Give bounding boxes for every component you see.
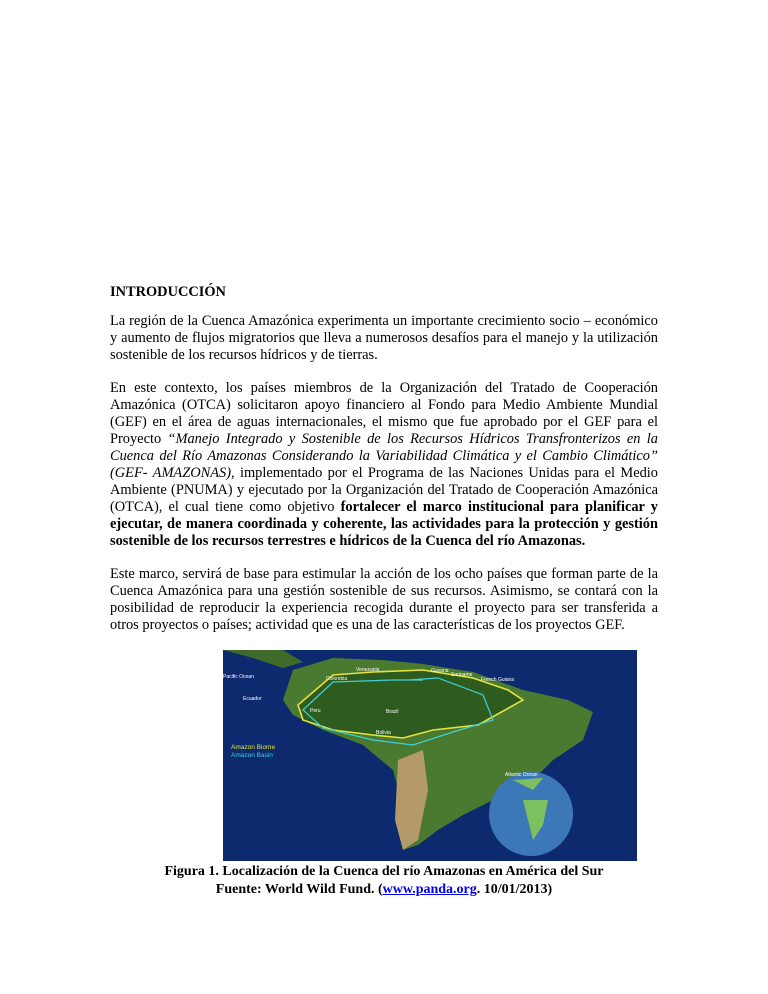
section-heading: INTRODUCCIÓN [110, 284, 226, 300]
source-prefix: Fuente: World Wild Fund. ( [215, 882, 383, 897]
label-colombia: Colombia [326, 676, 348, 682]
objective-text: fortalecer el marco institucional para planificar y ejecutar, de manera coordinada y coherente, las actividades para la protección y gestión sostenible de los recursos terrestres e hídricos de la Cuenca del río Amazonas. [110, 499, 658, 549]
paragraph-1: La región de la Cuenca Amazónica experimenta un importante crecimiento socio – económico y aumento de flujos migratorios que lleva a numerosos desafíos para el manejo y la utilización sostenible de los recursos hídricos y de tierras. [110, 313, 658, 363]
paragraph-3: Este marco, servirá de base para estimular la acción de los ocho países que forman parte de la Cuenca Amazónica para una gestión sostenible de sus recursos. Asimismo, se contará con la posibilidad de reproducir la experiencia recogida durante el proyecto para ser transferida a otros proyectos o países; actividad que es una de las características de los proyectos GEF. [110, 566, 658, 633]
source-link[interactable]: www.panda.org [382, 882, 477, 897]
figure-caption [110, 863, 658, 899]
label-venezuela: Venezuela [356, 667, 380, 673]
label-bolivia: Bolivia [376, 730, 391, 736]
paragraph-2-text-b: , implementado por el Programa de las Naciones Unidas para el Medio Ambiente (PNUMA) y ejecutado por la Organización del Tratado de Cooperación Amazónica (OTCA), el cual tiene como objetivo [110, 465, 658, 515]
label-guyana: Guyana [431, 668, 449, 674]
project-title: “Manejo Integrado y Sostenible de los Recursos Hídricos Transfronterizos en la Cuenca del Río Amazonas Considerando la Variabilidad Climática y el Cambio Climático” (GEF- AMAZONAS) [110, 431, 658, 481]
legend-amazon-basin: Amazon Basin [231, 752, 273, 759]
label-brazil: Brazil [386, 709, 399, 715]
paragraph-2 [110, 380, 658, 550]
label-ecuador: Ecuador [243, 696, 262, 702]
paragraph-2-text: En este contexto, los países miembros de la Organización del Tratado de Cooperación Amazónica (OTCA) solicitaron apoyo financiero al Fondo para Medio Ambiente Mundial (GEF) en el área de aguas internacionales, el mismo que fue aprobado por el GEF para el Proyecto [110, 380, 658, 447]
label-suriname: Suriname [451, 672, 473, 678]
amazon-basin-map [223, 650, 637, 861]
legend-amazon-biome: Amazon Biome [231, 744, 276, 751]
caption-title: Figura 1. Localización de la Cuenca del río Amazonas en América del Sur [164, 864, 604, 879]
label-french-guiana: French Guiana [481, 677, 515, 683]
label-pacific-ocean: Pacific Ocean [223, 674, 254, 680]
source-suffix: . 10/01/2013) [476, 882, 553, 897]
document-body [110, 284, 658, 899]
label-peru: Peru [310, 708, 321, 714]
caption-source [110, 881, 658, 899]
label-atlantic-ocean: Atlantic Ocean [505, 772, 538, 778]
